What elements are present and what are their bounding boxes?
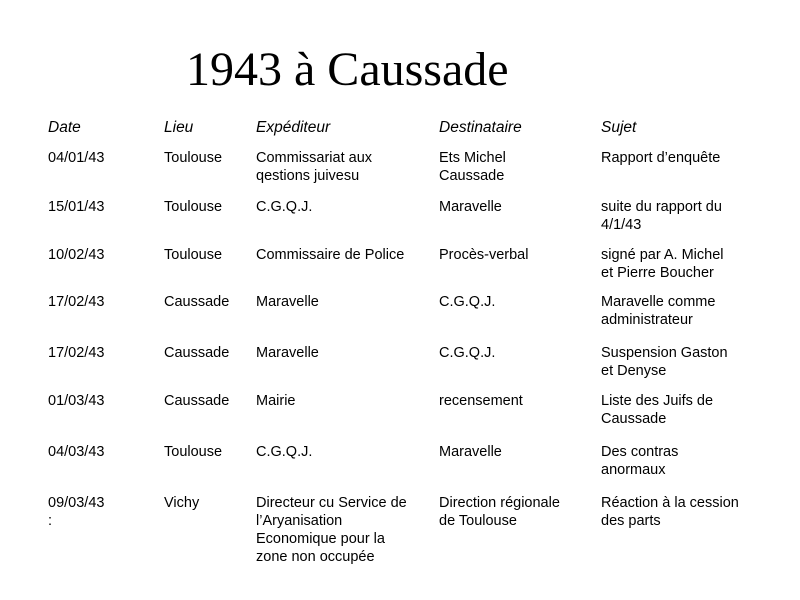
cell-sujet: Des contras anormaux — [601, 444, 679, 478]
cell-expediteur: C.G.Q.J. — [256, 444, 313, 460]
cell-expediteur: C.G.Q.J. — [256, 199, 313, 215]
cell-lieu: Toulouse — [164, 150, 223, 166]
cell-sujet: suite du rapport du 4/1/43 — [601, 199, 722, 233]
header-destinataire: Destinataire — [439, 119, 522, 136]
header-lieu: Lieu — [164, 119, 194, 136]
cell-destinataire: C.G.Q.J. — [439, 294, 496, 310]
cell-destinataire: Ets Michel Caussade — [439, 150, 506, 184]
cell-expediteur: Commissaire de Police — [256, 247, 405, 263]
cell-lieu: Toulouse — [164, 247, 223, 263]
cell-sujet: Suspension Gaston et Denyse — [601, 345, 728, 379]
cell-expediteur: Maravelle — [256, 345, 319, 361]
cell-date: 17/02/43 — [48, 345, 105, 361]
cell-lieu: Toulouse — [164, 199, 223, 215]
cell-lieu: Caussade — [164, 294, 230, 310]
cell-destinataire: Direction régionale de Toulouse — [439, 495, 560, 529]
cell-date: 04/03/43 — [48, 444, 105, 460]
cell-sujet: Liste des Juifs de Caussade — [601, 393, 714, 427]
cell-sujet: Maravelle comme administrateur — [601, 294, 716, 328]
cell-destinataire: Procès-verbal — [439, 247, 529, 263]
cell-sujet: signé par A. Michel et Pierre Boucher — [601, 247, 724, 281]
header-date: Date — [48, 119, 81, 136]
cell-date: 15/01/43 — [48, 199, 105, 215]
cell-date: 09/03/43 : — [48, 495, 105, 529]
cell-lieu: Toulouse — [164, 444, 223, 460]
cell-destinataire: Maravelle — [439, 444, 502, 460]
cell-destinataire: recensement — [439, 393, 523, 409]
cell-date: 01/03/43 — [48, 393, 105, 409]
page-title: 1943 à Caussade — [186, 43, 509, 96]
header-expediteur: Expéditeur — [256, 119, 331, 136]
cell-lieu: Caussade — [164, 345, 230, 361]
cell-destinataire: C.G.Q.J. — [439, 345, 496, 361]
cell-expediteur: Maravelle — [256, 294, 319, 310]
cell-destinataire: Maravelle — [439, 199, 502, 215]
cell-date: 04/01/43 — [48, 150, 105, 166]
cell-sujet: Rapport d’enquête — [601, 150, 721, 166]
cell-lieu: Caussade — [164, 393, 230, 409]
header-sujet: Sujet — [601, 119, 637, 136]
cell-expediteur: Commissariat aux qestions juivesu — [256, 150, 373, 184]
cell-expediteur: Directeur cu Service de l’Aryanisation Economique pour la zone non occupée — [256, 495, 407, 565]
cell-expediteur: Mairie — [256, 393, 296, 409]
cell-lieu: Vichy — [164, 495, 200, 511]
cell-date: 10/02/43 — [48, 247, 105, 263]
cell-date: 17/02/43 — [48, 294, 105, 310]
cell-sujet: Réaction à la cession des parts — [601, 495, 739, 529]
